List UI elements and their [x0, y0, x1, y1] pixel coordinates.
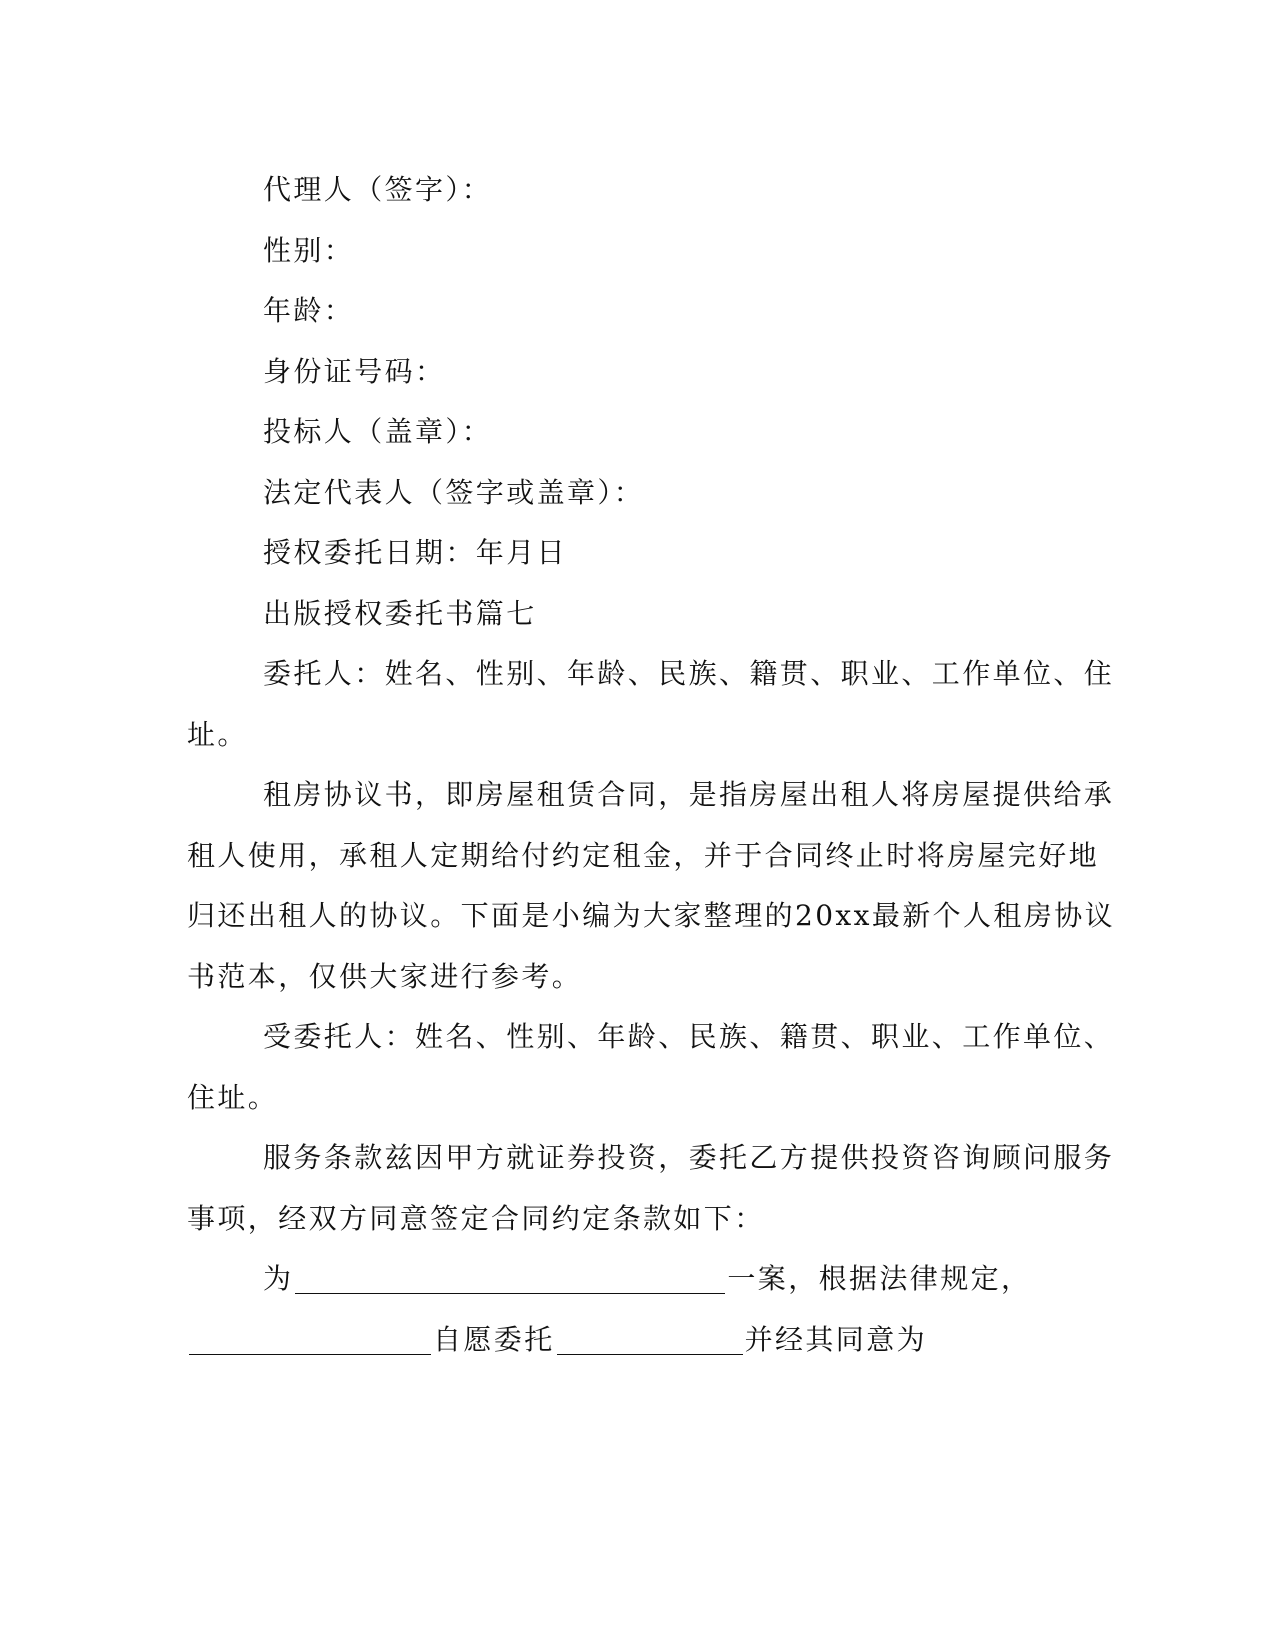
agent-paragraph-line-1: 受委托人：姓名、性别、年龄、民族、籍贯、职业、工作单位、 — [263, 1020, 1115, 1053]
principal-paragraph-line-1: 委托人：姓名、性别、年龄、民族、籍贯、职业、工作单位、住 — [263, 657, 1115, 690]
case-name-blank — [295, 1263, 725, 1294]
entrust-middle-text: 自愿委托 — [433, 1322, 555, 1356]
case-prefix-text: 为 — [263, 1262, 294, 1295]
principal-name-blank — [189, 1324, 431, 1355]
lease-paragraph-line-4: 书范本，仅供大家进行参考。 — [187, 959, 583, 993]
lease-paragraph-line-1: 租房协议书，即房屋租赁合同，是指房屋出租人将房屋提供给承 — [263, 778, 1115, 811]
authorization-date-line: 授权委托日期：年月日 — [263, 536, 568, 569]
lease-paragraph-line-3: 归还出租人的协议。下面是小编为大家整理的20xx最新个人租房协议 — [187, 899, 1116, 932]
bidder-seal-line: 投标人（盖章）： — [263, 415, 493, 448]
principal-paragraph-line-2: 址。 — [187, 717, 248, 751]
entrust-suffix-text: 并经其同意为 — [744, 1322, 928, 1356]
id-number-line: 身份证号码： — [263, 354, 446, 388]
agent-paragraph-line-2: 住址。 — [187, 1080, 279, 1114]
gender-line: 性别： — [263, 233, 355, 267]
case-blank-line — [187, 1249, 1087, 1310]
entrust-blank-line — [187, 1310, 1087, 1371]
service-terms-line-1: 服务条款兹因甲方就证券投资，委托乙方提供投资咨询顾问服务 — [263, 1141, 1115, 1174]
service-terms-line-2: 事项，经双方同意签定合同约定条款如下： — [187, 1201, 765, 1235]
agent-name-blank — [557, 1324, 743, 1355]
agent-signature-line: 代理人（签字）： — [263, 173, 493, 206]
lease-paragraph-line-2: 租人使用，承租人定期给付约定租金，并于合同终止时将房屋完好地 — [187, 838, 1100, 872]
age-line: 年龄： — [263, 294, 355, 327]
case-suffix-text: 一案，根据法律规定， — [727, 1262, 1032, 1295]
legal-representative-line: 法定代表人（签字或盖章）： — [263, 475, 645, 509]
document-body — [187, 160, 1116, 1370]
section-heading: 出版授权委托书篇七 — [263, 596, 537, 630]
